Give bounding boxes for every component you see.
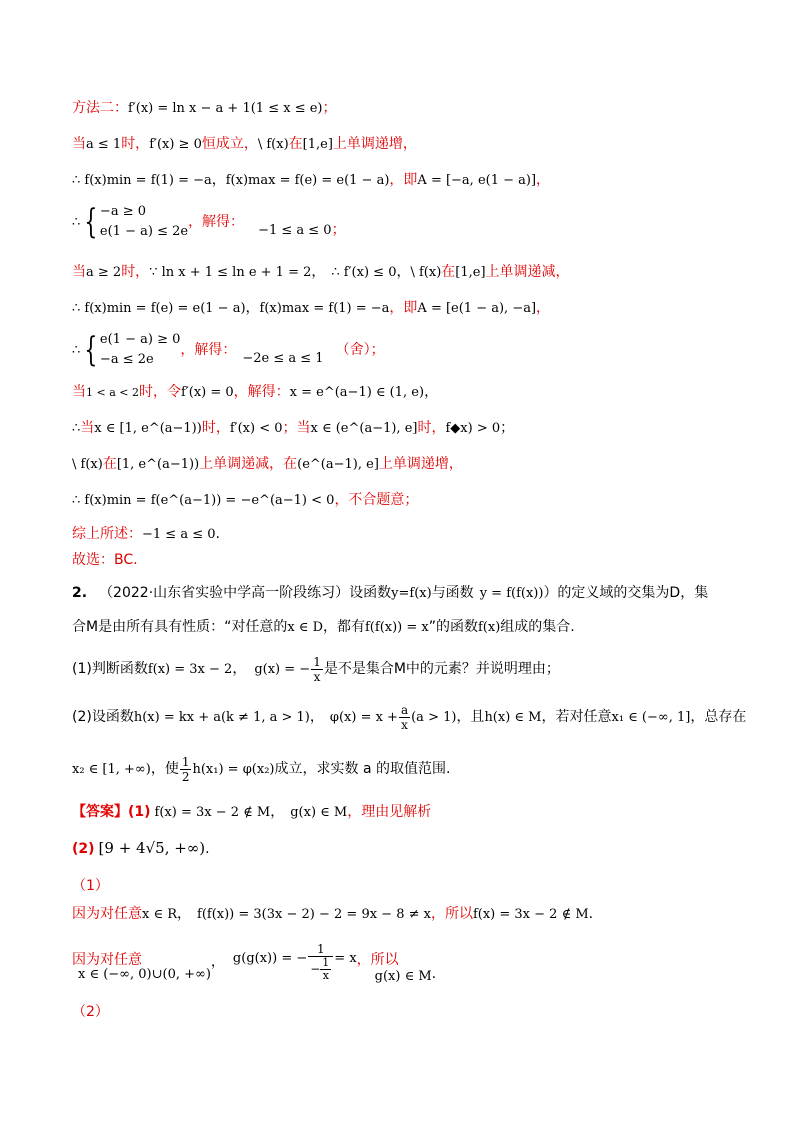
t3: ）的定义域的交集为D，集 — [543, 585, 709, 601]
t7: 组成的集合. — [500, 619, 575, 635]
case1-text1: 恒成立， — [201, 136, 258, 152]
case3b-expr4: f◆x) > 0 — [445, 421, 501, 436]
case3-prefix: 当 — [72, 384, 86, 400]
denominator: x — [401, 717, 408, 732]
t1: ，且 — [456, 709, 485, 725]
solution-part2-label: （2） — [72, 1004, 109, 1020]
case1-text2: 在 — [288, 136, 303, 152]
answer-text: ，理由见解析 — [347, 804, 432, 820]
answer-f: f(x) = 3x − 2 ∉ M — [154, 805, 271, 820]
q2-f5: f(x) — [478, 620, 501, 635]
therefore-symbol: ∴ — [72, 343, 81, 358]
case3c-line — [72, 454, 463, 475]
case3-expr1: f′(x) = 0 — [180, 385, 234, 400]
summary-line — [72, 524, 220, 545]
fraction — [180, 755, 192, 784]
answer-label: 【答案】 — [72, 804, 128, 820]
q2-line1 — [72, 583, 708, 604]
case1-text3: 上单调递增， — [332, 136, 417, 152]
set-a-1: A = [−a, e(1 − a)] — [417, 173, 537, 188]
t4: 时， — [417, 420, 446, 436]
end: . — [588, 906, 594, 922]
sep: ， — [232, 661, 247, 677]
solve-result: −1 ≤ a ≤ 0 — [258, 223, 332, 238]
numerator: 1 — [308, 942, 333, 957]
sep: ， — [270, 804, 285, 820]
nested-denominator: x — [322, 969, 329, 982]
q2-f3: x ∈ D — [287, 620, 323, 635]
case3b-expr2: f′(x) < 0 — [229, 421, 283, 436]
therefore-symbol: ∴ — [72, 215, 81, 230]
case1-interval: [1,e] — [302, 137, 333, 152]
sep: ， — [396, 264, 411, 280]
solution2-line — [72, 940, 436, 996]
system-rows — [100, 202, 188, 242]
end: ， — [536, 300, 551, 316]
nested-numerator: 1 — [322, 956, 330, 969]
min-max-line-1 — [72, 170, 550, 191]
q2-2-x1: x₁ ∈ (−∞, 1] — [611, 710, 691, 725]
summary-result: −1 ≤ a ≤ 0 — [142, 527, 216, 542]
q2-line2 — [72, 617, 575, 638]
case2-expr1: ∵ ln x + 1 ≤ ln e + 1 = 2 — [149, 265, 312, 280]
case3c-interval1: [1, e^(a−1)) — [116, 457, 200, 472]
case2-line — [72, 262, 570, 283]
q2-number: 2. — [72, 585, 88, 601]
q2-1-g-lhs: g(x) = − — [254, 662, 311, 677]
numerator: a — [400, 702, 409, 717]
numerator: 1 — [181, 754, 190, 769]
system-row-1: e(1 − a) ≥ 0 — [99, 332, 181, 347]
discard-note: （舍）； — [335, 342, 385, 358]
denominator: x — [313, 669, 321, 684]
t2: 时， — [201, 420, 230, 436]
sol1-res: f(x) = 3x − 2 ∉ M — [472, 907, 589, 922]
t1: 因为对任意 — [72, 952, 142, 968]
q2-1-text: 是不是集合M中的元素？并说明理由； — [323, 661, 560, 677]
q2-f1: y=f(x) — [391, 586, 432, 601]
end: . — [431, 966, 437, 982]
therefore-symbol: ∴ — [72, 421, 81, 436]
sep: ， — [177, 906, 192, 922]
t5: ，都有 — [323, 619, 365, 635]
case3d-expr: ∴ f(x)min = f(e^(a−1)) = −e^(a−1) < 0 — [72, 493, 335, 508]
system-rows — [100, 330, 180, 370]
case2-text2: 在 — [441, 264, 456, 280]
min-max-line-2 — [72, 298, 550, 319]
case3b-line — [72, 418, 514, 439]
answer-g: g(x) ∈ M — [290, 805, 348, 820]
sep: ， — [309, 709, 324, 725]
t2: ，所以 — [356, 952, 399, 968]
case1-prefix: 当 — [72, 136, 86, 152]
case3-suffix: 时，令 — [138, 384, 181, 400]
nested-fraction — [320, 957, 331, 982]
fraction — [399, 703, 410, 732]
system-row-1: −a ≥ 0 — [99, 204, 146, 219]
t3: ，总存在 — [690, 709, 747, 725]
solve-text: ，解得： — [188, 214, 245, 230]
case3c-interval2: (e^(a−1), e] — [297, 457, 379, 472]
case2-interval: [1,e] — [455, 265, 486, 280]
sol2-x: x ∈ (−∞, 0)∪(0, +∞) — [78, 967, 211, 982]
case2-suffix: 时， — [121, 264, 150, 280]
solution1-line — [72, 904, 593, 925]
case1-cond: a ≤ 1 — [86, 137, 122, 152]
end: ， — [536, 172, 551, 188]
numerator: 1 — [313, 654, 321, 669]
case2-expr2: ∴ f′(x) ≤ 0 — [331, 265, 397, 280]
denominator — [308, 957, 333, 982]
case3d-line — [72, 490, 418, 511]
case1-suffix: 时， — [121, 136, 150, 152]
q2-part1 — [72, 652, 560, 686]
q2-2-h: h(x) = kx + a(k ≠ 1, a > 1) — [133, 710, 310, 725]
t1: 在 — [102, 456, 117, 472]
part-label: (1)判断函数 — [72, 661, 148, 677]
t3: 上单调递增， — [378, 456, 463, 472]
system-2 — [72, 330, 385, 370]
case3-cond: 1 < a < 2 — [86, 386, 139, 399]
sol1-x: x ∈ R — [142, 907, 178, 922]
q2-part2 — [72, 700, 746, 734]
sep: ， — [210, 954, 225, 970]
sep: ， — [245, 300, 260, 316]
sol2-rhs: = x — [334, 951, 357, 966]
case3c-fx: \ f(x) — [72, 457, 103, 472]
end: ； — [331, 222, 346, 238]
min-expr-2: ∴ f(x)min = f(e) = e(1 − a) — [72, 301, 246, 316]
answer-part1: (1) — [128, 804, 151, 820]
sep: ， — [211, 172, 226, 188]
case3-text: ，解得： — [233, 384, 290, 400]
method2-line — [72, 98, 336, 119]
min-expr-1: ∴ f(x)min = f(1) = −a — [72, 173, 212, 188]
case3b-expr3: x ∈ (e^(a−1), e] — [310, 421, 418, 436]
solution-part1-label: （1） — [72, 878, 109, 894]
case1-line — [72, 134, 417, 155]
summary-label: 综上所述： — [72, 526, 142, 542]
end: . — [215, 526, 220, 542]
case3-line — [72, 382, 438, 403]
t1: 当 — [80, 420, 95, 436]
system-row-2: −a ≤ 2e — [99, 352, 154, 367]
q2-2-phi-lhs: φ(x) = x + — [329, 710, 398, 725]
method2-label: 方法二： — [72, 100, 128, 116]
case3d-text: ，不合题意； — [334, 492, 419, 508]
case2-cond: a ≥ 2 — [86, 265, 122, 280]
case1-fx: \ f(x) — [257, 137, 289, 152]
end: . — [205, 841, 210, 857]
case1-expr: f′(x) ≥ 0 — [149, 137, 202, 152]
ji-text: ，即 — [389, 172, 418, 188]
answer2-line — [72, 838, 210, 859]
answer-part2: (2) — [72, 841, 95, 857]
end: ， — [424, 384, 439, 400]
t2: ，所以 — [430, 906, 473, 922]
t1: 因为对任意 — [72, 906, 142, 922]
q2-2-x2: x₂ ∈ [1, +∞) — [72, 762, 151, 777]
sol2-res: g(x) ∈ M — [374, 969, 432, 984]
set-a-2: A = [e(1 − a), −a] — [417, 301, 537, 316]
answer-range: [9 + 4√5, +∞) — [98, 839, 206, 857]
max-expr-1: f(x)max = f(e) = e(1 − a) — [225, 173, 390, 188]
sep: ， — [311, 264, 326, 280]
denominator: 2 — [181, 769, 190, 784]
solve-text: ，解得： — [180, 342, 237, 358]
denominator-minus: − — [310, 962, 321, 976]
answer-choice: 故选：BC. — [72, 552, 138, 568]
case3-expr2: x = e^(a−1) ∈ (1, e) — [289, 385, 425, 400]
q2-part2b — [72, 752, 450, 786]
fraction — [311, 655, 323, 684]
case3b-expr1: x ∈ [1, e^(a−1)) — [94, 421, 202, 436]
case2-prefix: 当 — [72, 264, 86, 280]
system-1 — [72, 202, 346, 242]
t1: 设函数 — [349, 585, 392, 601]
q2-2-eq: h(x₁) = φ(x₂) — [192, 762, 275, 777]
t2: 上单调递减，在 — [199, 456, 298, 472]
t2: 成立，求实数 a 的取值范围. — [274, 761, 451, 777]
end: ； — [500, 420, 515, 436]
ji-text: ，即 — [389, 300, 418, 316]
case2-text3: 上单调递减， — [485, 264, 570, 280]
t2: ，若对任意 — [541, 709, 612, 725]
brace-icon: { — [84, 202, 98, 242]
t1: ，使 — [150, 761, 179, 777]
t4: 合M是由所有具有性质：“对任意的 — [72, 619, 288, 635]
sol1-expr: f(f(x)) = 3(3x − 2) − 2 = 9x − 8 ≠ x — [197, 907, 431, 922]
q2-2-phi-rhs: (a > 1) — [411, 710, 457, 725]
method2-derivative: f′(x) = ln x − a + 1(1 ≤ x ≤ e) — [128, 101, 323, 116]
case2-fx: \ f(x) — [410, 265, 442, 280]
sol2-lhs: g(g(x)) = − — [232, 951, 308, 966]
method2-end: ； — [322, 100, 337, 116]
system-row-2: e(1 − a) ≤ 2e — [99, 224, 189, 239]
brace-icon: { — [84, 330, 98, 370]
q2-2-hm: h(x) ∈ M — [484, 710, 542, 725]
part-label: (2)设函数 — [72, 709, 134, 725]
answer-line — [72, 802, 431, 823]
q2-f2: y = f(f(x)) — [479, 586, 544, 601]
q2-1-f: f(x) = 3x − 2 — [147, 662, 233, 677]
solve-result: −2e ≤ a ≤ 1 — [242, 351, 324, 366]
t6: ”的函数 — [428, 619, 478, 635]
q2-source: （2022·山东省实验中学高一阶段练习） — [99, 585, 350, 601]
q2-f4: f(f(x)) = x — [365, 620, 429, 635]
fraction — [308, 942, 333, 982]
t2: 与函数 — [431, 585, 474, 601]
max-expr-2: f(x)max = f(1) = −a — [259, 301, 390, 316]
t3: ；当 — [282, 420, 311, 436]
